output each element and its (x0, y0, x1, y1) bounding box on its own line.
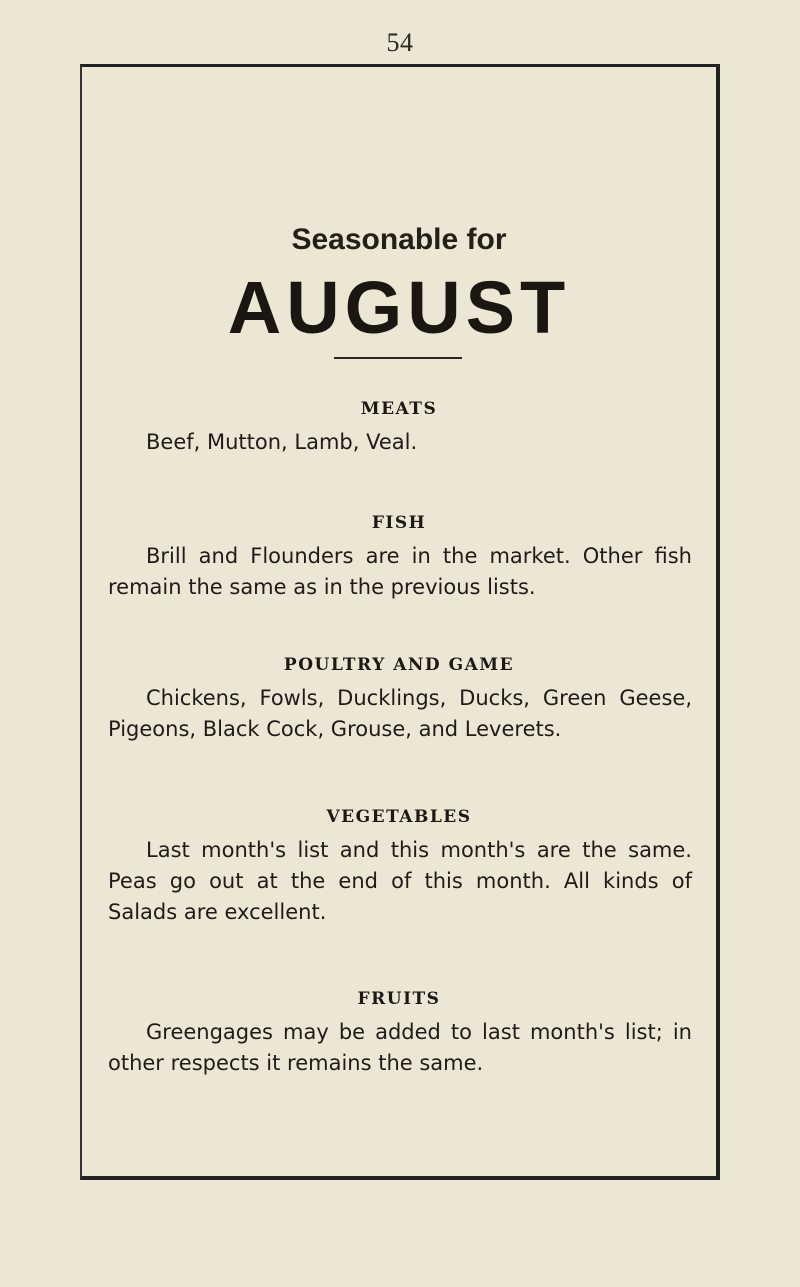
page-border-frame (80, 64, 720, 1180)
section-paragraph: Last month's list and this month's are the same. Peas go out at the end of this month. All kinds of Salads are excellent. (108, 838, 692, 924)
section-paragraph: Greengages may be added to last month's list; in other respects it remains the same. (108, 1020, 692, 1075)
section-heading-fish: FISH (371, 513, 427, 533)
page-kicker: Seasonable for (291, 223, 507, 256)
page-number: 54 (386, 28, 414, 57)
section-heading-poultry-and-game: POULTRY AND GAME (283, 655, 515, 675)
section-paragraph: Brill and Flounders are in the market. Other fish remain the same as in the previous lists. (108, 544, 692, 599)
section-paragraph: Beef, Mutton, Lamb, Veal. (146, 430, 418, 454)
title-divider (334, 357, 462, 359)
section-heading-meats: MEATS (360, 399, 438, 419)
section-heading-vegetables: VEGETABLES (326, 807, 472, 827)
page-title: AUGUST (227, 266, 571, 349)
section-text-vegetables (108, 835, 692, 928)
section-text-fruits (108, 1017, 692, 1079)
section-text-poultry-and-game (108, 683, 692, 745)
section-text-meats (108, 427, 692, 458)
section-text-fish (108, 541, 692, 603)
section-heading-fruits: FRUITS (357, 989, 441, 1009)
section-paragraph: Chickens, Fowls, Ducklings, Ducks, Green Geese, Pigeons, Black Cock, Grouse, and Leverets. (108, 686, 692, 741)
